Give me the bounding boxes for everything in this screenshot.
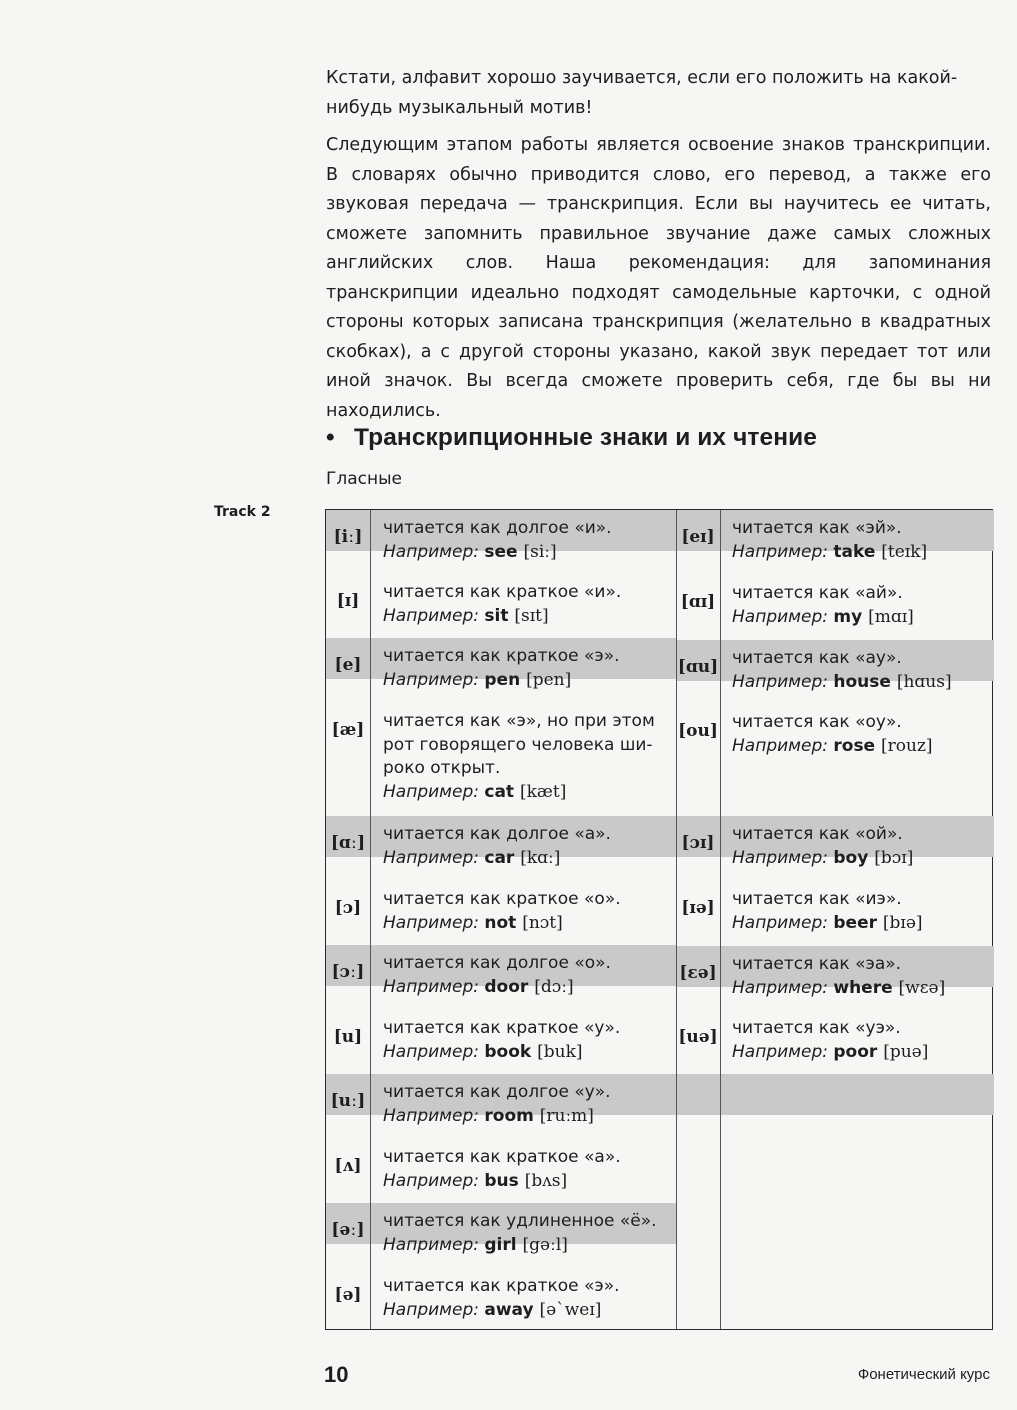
example-word: my xyxy=(833,606,869,627)
vowel-description xyxy=(732,517,1012,564)
description-line: читается как «эа». xyxy=(732,954,902,974)
example-transcription: [ruːm] xyxy=(539,1105,594,1126)
example-line xyxy=(383,1105,663,1129)
vowel-symbol: [æ] xyxy=(331,720,365,740)
example-prefix: Например: xyxy=(383,605,485,626)
example-transcription: [kɑː] xyxy=(520,847,561,868)
vowel-description xyxy=(383,517,663,564)
example-line xyxy=(383,669,663,693)
vowel-symbol: [ɔː] xyxy=(331,962,365,982)
column-divider xyxy=(370,510,371,1329)
example-word: cat xyxy=(484,781,520,802)
example-prefix: Например: xyxy=(732,847,834,868)
example-word: not xyxy=(484,912,523,933)
vowel-description xyxy=(732,823,1012,870)
example-line xyxy=(383,1299,663,1323)
example-line xyxy=(383,781,663,805)
description-line: рот говорящего человека ши- xyxy=(383,734,653,755)
description-line: читается как краткое «э». xyxy=(383,1276,620,1296)
example-transcription: [bɔɪ] xyxy=(874,847,914,868)
example-prefix: Например: xyxy=(383,847,485,868)
example-line xyxy=(383,1041,663,1065)
example-prefix: Например: xyxy=(732,977,834,998)
example-prefix: Например: xyxy=(732,1041,834,1062)
example-line xyxy=(383,1170,663,1194)
track-label: Track 2 xyxy=(214,504,271,520)
example-transcription: [mɑɪ] xyxy=(868,606,914,627)
description-line: читается как краткое «у». xyxy=(383,1018,621,1038)
vowel-symbol: [uə] xyxy=(678,1027,718,1047)
vowel-symbol: [ɪə] xyxy=(681,898,715,918)
example-line xyxy=(732,912,1012,936)
vowel-description xyxy=(383,1275,663,1322)
vowel-description xyxy=(383,1210,663,1257)
vowel-symbol: [ɔɪ] xyxy=(681,833,715,853)
vowel-description xyxy=(383,1146,663,1193)
vowel-symbol: [iː] xyxy=(333,527,363,547)
description-line: читается как долгое «у». xyxy=(383,1082,611,1102)
example-word: beer xyxy=(833,912,883,933)
example-line xyxy=(732,671,1012,695)
example-transcription: [pen] xyxy=(526,669,572,690)
example-transcription: [dɔː] xyxy=(534,976,574,997)
example-prefix: Например: xyxy=(383,1170,485,1191)
example-transcription: [buk] xyxy=(537,1041,583,1062)
description-line: читается как «оу». xyxy=(732,712,902,732)
vowel-description xyxy=(732,888,1012,935)
example-word: bus xyxy=(484,1170,525,1191)
description-line: читается как удлиненное «ё». xyxy=(383,1211,657,1231)
example-line xyxy=(383,847,663,871)
example-prefix: Например: xyxy=(383,669,485,690)
vowel-symbol: [ɑː] xyxy=(330,833,366,853)
example-line xyxy=(732,1041,1012,1065)
example-transcription: [gəːl] xyxy=(522,1234,568,1255)
vowel-description xyxy=(383,952,663,999)
example-transcription: [wɛə] xyxy=(898,977,946,998)
description-line: читается как «ой». xyxy=(732,824,903,844)
bullet-icon: • xyxy=(326,424,335,451)
example-transcription: [hɑus] xyxy=(896,671,952,692)
row-shade xyxy=(676,1074,994,1115)
example-word: rose xyxy=(833,735,882,756)
description-line: читается как краткое «а». xyxy=(383,1147,621,1167)
vowel-symbol: [e] xyxy=(334,655,362,675)
example-line xyxy=(383,1234,663,1258)
example-transcription: [bɪə] xyxy=(882,912,923,933)
description-line: читается как краткое «и». xyxy=(383,582,622,602)
description-line: роко открыт. xyxy=(383,758,501,778)
example-word: pen xyxy=(484,669,527,690)
example-line xyxy=(383,912,663,936)
description-line: читается как «эй». xyxy=(732,518,902,538)
example-prefix: Например: xyxy=(383,912,485,933)
example-word: away xyxy=(484,1299,540,1320)
example-prefix: Например: xyxy=(732,671,834,692)
vowel-symbol: [əː] xyxy=(331,1220,365,1240)
vowel-symbol: [ɑu] xyxy=(677,657,719,677)
example-prefix: Например: xyxy=(383,541,485,562)
vowel-description xyxy=(383,823,663,870)
example-word: door xyxy=(484,976,535,997)
example-prefix: Например: xyxy=(732,541,834,562)
example-word: girl xyxy=(484,1234,523,1255)
description-line: читается как долгое «а». xyxy=(383,824,611,844)
example-word: see xyxy=(484,541,524,562)
column-divider xyxy=(676,510,677,1329)
book-title: Фонетический курс xyxy=(857,1366,990,1383)
example-prefix: Например: xyxy=(383,1041,485,1062)
example-prefix: Например: xyxy=(732,606,834,627)
description-line: читается как «ау». xyxy=(732,648,902,668)
intro-paragraph-2: Следующим этапом работы является освоение знаков транскрипции. В словарях обычно приводится слово, его перевод, а также его звуковая передача — транскрипция. Если вы научитесь ее читать, сможете запомнить правильное звучание даже самых сложных английских слов. Наша рекомендация: для запоминания транскрипции идеально подходят самодельные карточки, с одной стороны которых записана транскрипция (желательно в квадратных скобках), а с другой стороны указано, какой звук передает тот или иной значок. Вы всегда сможете проверить себя, где бы вы ни находились. xyxy=(326,135,991,421)
example-transcription: [rouz] xyxy=(881,735,933,756)
vowel-symbol: [uː] xyxy=(330,1091,366,1111)
example-prefix: Например: xyxy=(383,1234,485,1255)
example-line xyxy=(383,976,663,1000)
description-line: читается как «иэ». xyxy=(732,889,902,909)
example-line xyxy=(732,541,1012,565)
intro-paragraph-1: Кстати, алфавит хорошо заучивается, если его положить на какой-нибудь музыкальный мотив! xyxy=(326,68,958,118)
section-title: Транскрипционные знаки и их чтение xyxy=(354,424,818,451)
vowel-description xyxy=(383,645,663,692)
example-transcription: [kæt] xyxy=(519,781,567,802)
example-transcription: [nɔt] xyxy=(522,912,563,933)
example-word: take xyxy=(833,541,882,562)
vowel-symbol: [ə] xyxy=(334,1285,362,1305)
example-transcription: [sɪt] xyxy=(514,605,549,626)
vowel-description xyxy=(732,711,1012,758)
section-heading xyxy=(326,424,817,452)
example-prefix: Например: xyxy=(383,976,485,997)
example-prefix: Например: xyxy=(732,735,834,756)
description-line: читается как краткое «о». xyxy=(383,889,621,909)
vowel-description xyxy=(732,647,1012,694)
vowel-symbol: [eɪ] xyxy=(681,527,715,547)
example-word: boy xyxy=(833,847,875,868)
example-transcription: [əˋweɪ] xyxy=(539,1299,602,1320)
vowel-symbol: [ɔ] xyxy=(334,898,362,918)
example-word: car xyxy=(484,847,521,868)
vowel-description xyxy=(383,1017,663,1064)
example-line xyxy=(383,605,663,629)
vowel-symbol: [u] xyxy=(333,1027,363,1047)
vowel-description xyxy=(383,710,663,804)
page-number: 10 xyxy=(324,1362,349,1387)
vowel-description xyxy=(732,582,1012,629)
example-word: book xyxy=(484,1041,538,1062)
example-line xyxy=(732,977,1012,1001)
description-line: читается как «э», но при этом xyxy=(383,711,655,731)
vowel-description xyxy=(732,1017,1012,1064)
description-line: читается как «ай». xyxy=(732,583,903,603)
example-line xyxy=(732,735,1012,759)
section-subtitle: Гласные xyxy=(326,469,402,489)
vowels-table xyxy=(325,509,993,1330)
vowel-symbol: [ɛə] xyxy=(679,963,717,983)
example-line xyxy=(732,847,1012,871)
example-prefix: Например: xyxy=(383,1299,485,1320)
vowel-description xyxy=(383,1081,663,1128)
example-transcription: [puə] xyxy=(883,1041,929,1062)
example-prefix: Например: xyxy=(732,912,834,933)
example-word: where xyxy=(833,977,899,998)
description-line: читается как краткое «э». xyxy=(383,646,620,666)
vowel-description xyxy=(732,953,1012,1000)
vowel-symbol: [ɪ] xyxy=(336,591,360,611)
description-line: читается как долгое «о». xyxy=(383,953,611,973)
example-prefix: Например: xyxy=(383,781,485,802)
vowel-symbol: [ʌ] xyxy=(334,1156,362,1176)
column-divider xyxy=(720,510,721,1329)
description-line: читается как «уэ». xyxy=(732,1018,901,1038)
example-line xyxy=(383,541,663,565)
vowel-symbol: [ɑɪ] xyxy=(680,592,716,612)
vowel-description xyxy=(383,888,663,935)
vowel-description xyxy=(383,581,663,628)
description-line: читается как долгое «и». xyxy=(383,518,612,538)
example-transcription: [siː] xyxy=(523,541,557,562)
example-word: house xyxy=(833,671,897,692)
example-prefix: Например: xyxy=(383,1105,485,1126)
example-transcription: [bʌs] xyxy=(524,1170,568,1191)
example-word: sit xyxy=(484,605,515,626)
example-transcription: [teɪk] xyxy=(881,541,928,562)
example-line xyxy=(732,606,1012,630)
example-word: room xyxy=(484,1105,540,1126)
example-word: poor xyxy=(833,1041,884,1062)
vowel-symbol: [ou] xyxy=(678,721,718,741)
